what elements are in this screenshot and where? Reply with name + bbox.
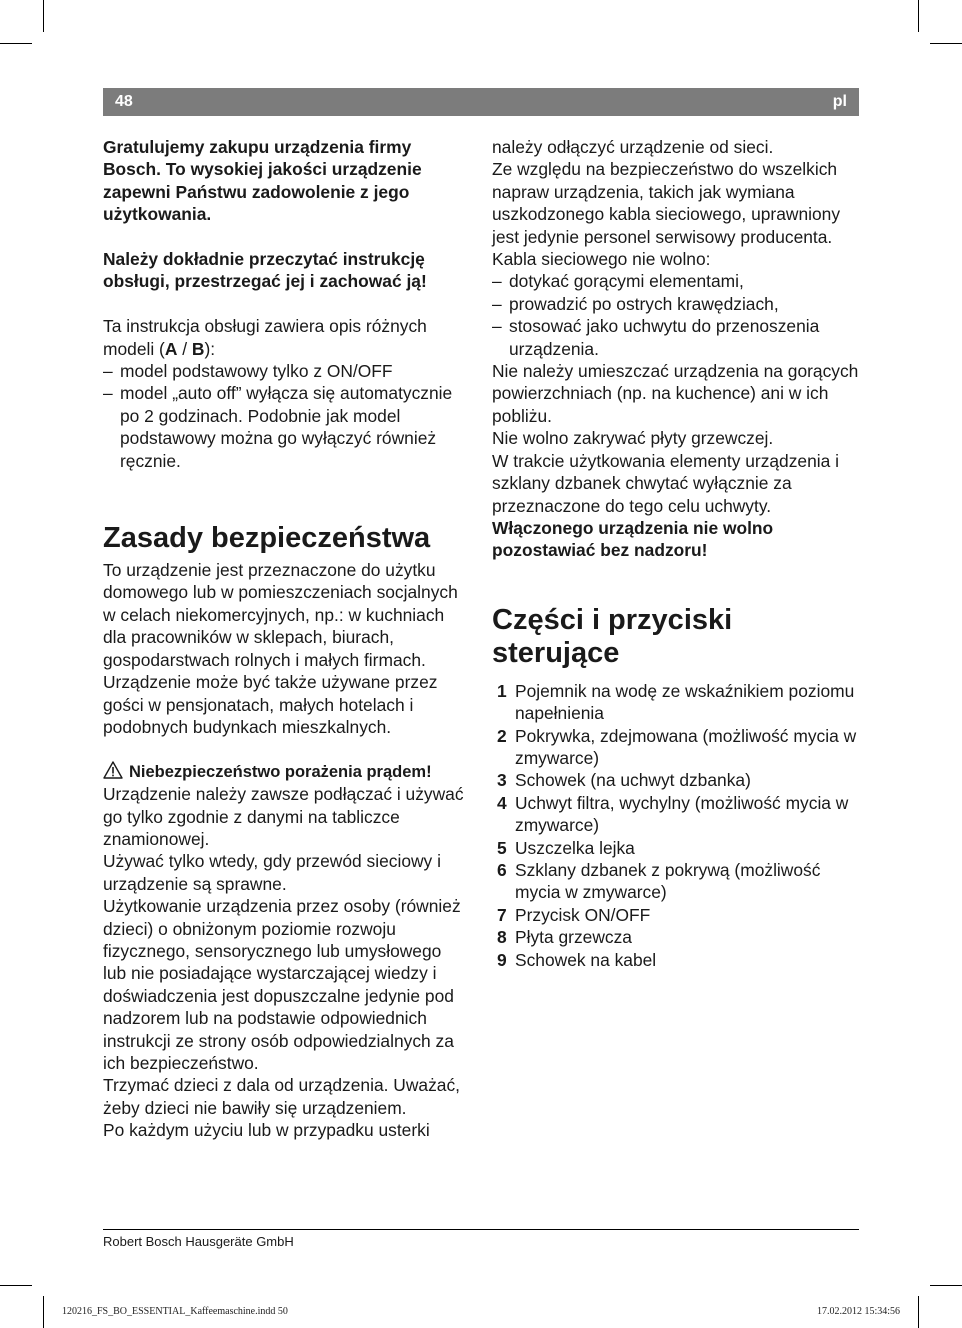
part-text: Przycisk ON/OFF	[515, 904, 651, 925]
right-paragraph: należy odłączyć urządzenie od sieci.	[492, 137, 774, 157]
list-item	[492, 904, 862, 926]
part-text: Uszczelka lejka	[515, 837, 635, 858]
slug-date: 17.02.2012 15:34:56	[816, 1306, 900, 1317]
cable-item-text: prowadzić po ostrych krawędziach,	[509, 293, 779, 314]
cable-item-text: stosować jako uchwytu do przenoszenia urządzenia.	[509, 316, 820, 359]
model-a: A	[164, 338, 178, 359]
list-item	[492, 926, 862, 948]
crop-mark	[930, 43, 962, 44]
models-close: ):	[204, 338, 216, 359]
safety-intro: To urządzenie jest przeznaczone do użytku domowego lub w pomieszczeniach socjalnych w celach niekomercyjnych, np.: w kuchniach dla pracowników w sklepach, biurach, gospodarstwach rolnych i małych firmach. Urządzenie może być także używane przez gości w pensjonatach, małych hotelach i podobnych budynkach mieszkalnych.	[103, 560, 458, 737]
dash-bullet: –	[103, 383, 113, 404]
warning-paragraph: Używać tylko wtedy, gdy przewód sieciowy i urządzenie są sprawne.	[103, 851, 441, 894]
intro-bold-2: Należy dokładnie przeczytać instrukcję obsługi, przestrzegać jej i zachować ją!	[103, 249, 427, 292]
list-item	[492, 837, 862, 859]
part-text: Schowek na kabel	[515, 949, 657, 970]
cable-item	[492, 315, 862, 360]
warning-paragraph: Urządzenie należy zawsze podłączać i używać go tylko zgodnie z danymi na tabliczce znamionowej.	[103, 784, 464, 849]
right-paragraph: Nie wolno zakrywać płyty grzewczej.	[492, 428, 774, 449]
slug-file: 120216_FS_BO_ESSENTIAL_Kaffeemaschine.indd 50	[62, 1306, 288, 1317]
warning-heading-text: Niebezpieczeństwo porażenia prądem!	[129, 762, 432, 781]
part-number: 1	[497, 680, 507, 701]
crop-mark	[0, 1285, 32, 1286]
parts-heading: Części i przyciski sterujące	[492, 603, 733, 669]
right-column	[492, 136, 862, 971]
parts-list	[492, 680, 862, 971]
warning-paragraph: Użytkowanie urządzenia przez osoby (również dzieci) o obniżonym poziomie rozwoju fizycznego, sensorycznego lub umysłowego lub nie posiadające wystarczającej wiedzy i doświadczenia jest dopuszczalne jedynie pod nadzorem lub na podstawie odpowiednich instrukcji ze strony osób odpowiedzialnych za ich bezpieczeństwo.	[103, 896, 461, 1073]
header-bar	[103, 88, 859, 116]
right-paragraph: Ze względu na bezpieczeństwo do wszelkich napraw urządzenia, takich jak wymiana uszkodzonego kabla sieciowego, uprawniony jest jedynie personel serwisowy producenta.	[492, 159, 841, 247]
part-number: 4	[497, 792, 507, 813]
footer-divider	[103, 1229, 859, 1230]
warning-triangle-icon	[103, 761, 123, 779]
part-number: 5	[497, 837, 507, 858]
models-lead: Ta instrukcja obsługi zawiera opis różnych modeli (	[103, 316, 427, 359]
crop-mark	[930, 1285, 962, 1286]
crop-mark	[43, 0, 44, 32]
list-item	[492, 725, 862, 770]
part-number: 9	[497, 949, 507, 970]
part-number: 3	[497, 770, 507, 791]
language-code: pl	[832, 93, 847, 110]
cable-item	[492, 270, 862, 292]
cable-item	[492, 293, 862, 315]
cable-item-text: dotykać gorącymi elementami,	[509, 271, 744, 292]
dash-bullet: –	[492, 271, 502, 292]
right-paragraph: Nie należy umieszczać urządzenia na gorących powierzchniach (np. na kuchence) ani w ich pobliżu.	[492, 361, 859, 426]
dash-bullet: –	[492, 293, 502, 314]
right-paragraph: W trakcie użytkowania elementy urządzenia i szklany dzbanek chwytać wyłącznie za przeznaczone do tego celu uchwyty.	[492, 450, 839, 516]
model-item-text: model podstawowy tylko z ON/OFF	[120, 361, 393, 382]
part-number: 7	[497, 904, 507, 925]
part-text: Szklany dzbanek z pokrywą (możliwość mycia w zmywarce)	[515, 859, 821, 903]
list-item	[492, 769, 862, 791]
part-number: 8	[497, 927, 507, 948]
models-intro	[103, 315, 468, 360]
dash-bullet: –	[492, 316, 502, 337]
part-text: Pokrywka, zdejmowana (możliwość mycia w zmywarce)	[515, 725, 857, 768]
dash-bullet: –	[103, 361, 113, 382]
warning-heading	[103, 761, 468, 783]
part-text: Uchwyt filtra, wychylny (możliwość mycia w zmywarce)	[515, 792, 849, 836]
crop-mark	[918, 1296, 919, 1328]
part-text: Płyta grzewcza	[515, 927, 632, 948]
left-column	[103, 136, 468, 1142]
page-number: 48	[115, 93, 133, 110]
crop-mark	[918, 0, 919, 32]
warning-paragraph: Trzymać dzieci z dala od urządzenia. Uważać, żeby dzieci nie bawiły się urządzeniem.	[103, 1075, 460, 1118]
list-item	[492, 949, 862, 971]
footer-company: Robert Bosch Hausgeräte GmbH	[103, 1234, 294, 1249]
model-item	[103, 360, 468, 382]
intro-bold-1: Gratulujemy zakupu urządzenia firmy Bosch. To wysokiej jakości urządzenie zapewni Państwu zadowolenie z jego użytkowania.	[103, 137, 422, 225]
model-item	[103, 382, 468, 472]
list-item	[492, 859, 862, 904]
list-item	[492, 792, 862, 837]
list-item	[492, 680, 862, 725]
part-number: 6	[497, 859, 507, 880]
part-text: Pojemnik na wodę ze wskaźnikiem poziomu napełnienia	[515, 680, 855, 724]
crop-mark	[0, 43, 32, 44]
crop-mark	[43, 1296, 44, 1328]
model-b: B	[191, 338, 205, 359]
bold-warning: Włączonego urządzenia nie wolno pozostawiać bez nadzoru!	[492, 517, 774, 561]
model-sep: /	[177, 338, 192, 359]
part-text: Schowek (na uchwyt dzbanka)	[515, 770, 751, 791]
safety-heading: Zasady bezpieczeństwa	[103, 522, 431, 555]
warning-paragraph: Po każdym użyciu lub w przypadku usterki	[103, 1120, 430, 1141]
cable-lead: Kabla sieciowego nie wolno:	[492, 249, 711, 270]
model-item-text: model „auto off” wyłącza się automatycznie po 2 godzinach. Podobnie jak model podstawowy można go wyłączyć również ręcznie.	[120, 383, 453, 471]
part-number: 2	[497, 725, 507, 746]
